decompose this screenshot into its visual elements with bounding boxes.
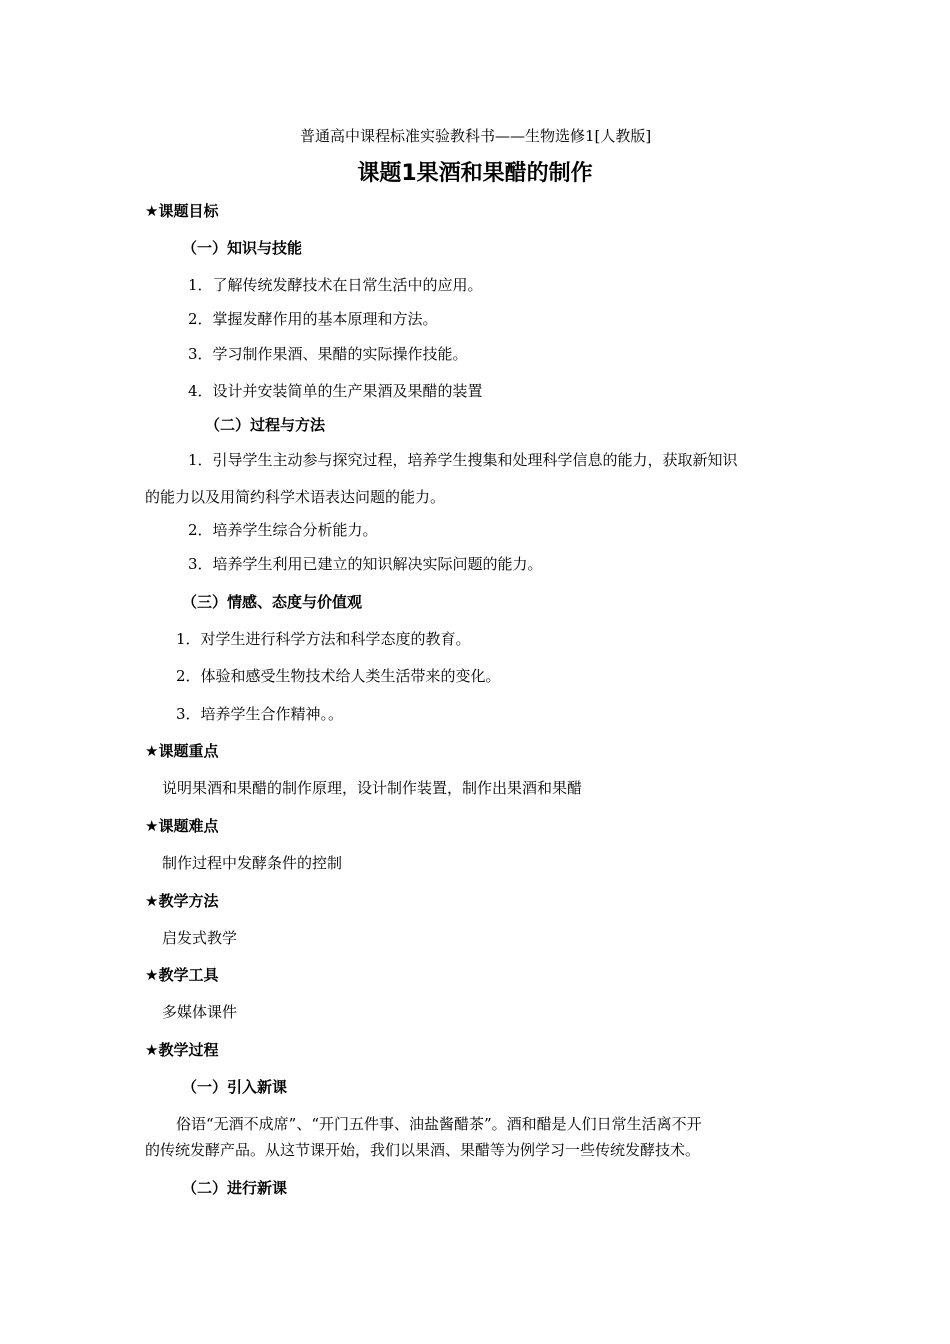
attitude-item: 2．体验和感受生物技术给人类生活带来的变化。 <box>176 667 501 685</box>
process-item-continued: 的能力以及用简约科学术语表达问题的能力。 <box>145 488 446 506</box>
process-heading: （二）过程与方法 <box>205 416 326 434</box>
intro-paragraph-line: 的传统发酵产品。从这节课开始，我们以果酒、果醋等为例学习一些传统发酵技术。 <box>145 1141 701 1159</box>
attitude-heading: （三）情感、态度与价值观 <box>182 593 363 611</box>
attitude-item: 3．培养学生合作精神。。 <box>176 705 344 723</box>
difficulties-heading: ★课题难点 <box>145 817 219 835</box>
difficulties-text: 制作过程中发酵条件的控制 <box>162 854 343 872</box>
method-text: 启发式教学 <box>162 929 238 947</box>
knowledge-item: 4．设计并安装简单的生产果酒及果醋的装置 <box>188 382 483 400</box>
process-item: 1．引导学生主动参与探究过程，培养学生搜集和处理科学信息的能力，获取新知识 <box>188 451 738 469</box>
key-points-heading: ★课题重点 <box>145 742 219 760</box>
tools-heading: ★教学工具 <box>145 966 219 984</box>
objectives-heading: ★课题目标 <box>145 202 219 220</box>
method-heading: ★教学方法 <box>145 892 219 910</box>
intro-paragraph-line: 俗语“无酒不成席”、“开门五件事、油盐酱醋茶”。酒和醋是人们日常生活离不开 <box>176 1115 702 1133</box>
document-title: 课题1果酒和果醋的制作 <box>357 161 593 186</box>
intro-heading: （一）引入新课 <box>182 1078 288 1096</box>
procedure-heading: ★教学过程 <box>145 1041 219 1059</box>
document-subtitle: 普通高中课程标准实验教科书——生物选修1[人教版] <box>300 127 652 145</box>
process-item: 2．培养学生综合分析能力。 <box>188 521 378 539</box>
key-points-text: 说明果酒和果醋的制作原理，设计制作装置，制作出果酒和果醋 <box>162 779 583 797</box>
new-lesson-heading: （二）进行新课 <box>182 1179 288 1197</box>
knowledge-heading: （一）知识与技能 <box>182 239 303 257</box>
process-item: 3．培养学生利用已建立的知识解决实际问题的能力。 <box>188 555 543 573</box>
attitude-item: 1．对学生进行科学方法和科学态度的教育。 <box>176 630 471 648</box>
tools-text: 多媒体课件 <box>162 1003 238 1021</box>
knowledge-item: 2．掌握发酵作用的基本原理和方法。 <box>188 310 438 328</box>
knowledge-item: 3．学习制作果酒、果醋的实际操作技能。 <box>188 345 468 363</box>
knowledge-item: 1．了解传统发酵技术在日常生活中的应用。 <box>188 276 483 294</box>
